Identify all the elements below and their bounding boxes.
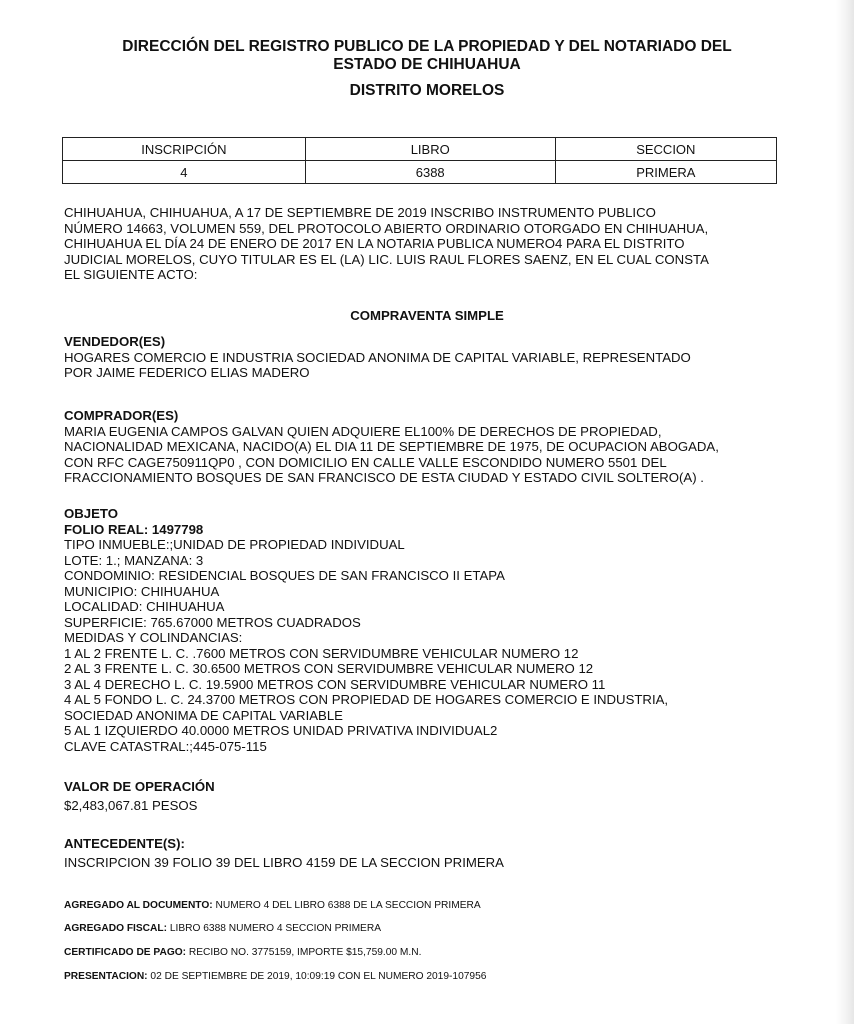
object-line: SUPERFICIE: 765.67000 METROS CUADRADOS	[64, 614, 361, 630]
intro-line: CHIHUAHUA EL DÍA 24 DE ENERO DE 2017 EN LA NOTARIA PUBLICA NUMERO4 PARA EL DISTRITO	[64, 236, 685, 251]
operation-value-heading: VALOR DE OPERACIÓN	[64, 779, 215, 794]
operation-value-amount: $2,483,067.81 PESOS	[64, 798, 198, 813]
object-line: CONDOMINIO: RESIDENCIAL BOSQUES DE SAN FRANCISCO II ETAPA	[64, 568, 505, 583]
footer-note	[64, 946, 784, 959]
operation-value-section	[64, 777, 784, 815]
buyer-heading: COMPRADOR(ES)	[64, 408, 179, 423]
seller-heading: VENDEDOR(ES)	[64, 334, 166, 349]
footer-note-value: LIBRO 6388 NUMERO 4 SECCION PRIMERA	[167, 923, 382, 934]
object-line: MEDIDAS Y COLINDANCIAS:	[64, 630, 243, 645]
buyer-line: CON RFC CAGE750911QP0 , CON DOMICILIO EN CALLE VALLE ESCONDIDO NUMERO 5501 DEL	[64, 454, 667, 470]
intro-line: CHIHUAHUA, CHIHUAHUA, A 17 DE SEPTIEMBRE DE 2019 INSCRIBO INSTRUMENTO PUBLICO	[64, 205, 656, 220]
footer-note	[64, 922, 784, 935]
intro-line: JUDICIAL MORELOS, CUYO TITULAR ES EL (LA) LIC. LUIS RAUL FLORES SAENZ, EN EL CUAL CONSTA	[64, 251, 709, 267]
object-line: MUNICIPIO: CHIHUAHUA	[64, 583, 220, 599]
antecedents-section	[64, 834, 784, 872]
buyer-line: MARIA EUGENIA CAMPOS GALVAN QUIEN ADQUIERE EL100% DE DERECHOS DE PROPIEDAD,	[64, 423, 662, 439]
footer-note-value: 02 DE SEPTIEMBRE DE 2019, 10:09:19 CON EL NUMERO 2019-107956	[147, 971, 487, 982]
footer-note	[64, 970, 784, 983]
header-libro: LIBRO	[305, 138, 555, 161]
value-inscripcion: 4	[63, 161, 306, 184]
header-inscripcion: INSCRIPCIÓN	[63, 138, 306, 161]
antecedents-value: INSCRIPCION 39 FOLIO 39 DEL LIBRO 4159 DE LA SECCION PRIMERA	[64, 855, 504, 870]
object-line: 1 AL 2 FRENTE L. C. .7600 METROS CON SERVIDUMBRE VEHICULAR NUMERO 12	[64, 645, 579, 661]
object-line: 3 AL 4 DERECHO L. C. 19.5900 METROS CON SERVIDUMBRE VEHICULAR NUMERO 11	[64, 676, 606, 692]
object-line: SOCIEDAD ANONIMA DE CAPITAL VARIABLE	[64, 707, 343, 723]
buyer-line: NACIONALIDAD MEXICANA, NACIDO(A) EL DIA 11 DE SEPTIEMBRE DE 1975, DE OCUPACION ABOGADA,	[64, 439, 719, 454]
footer-note	[64, 899, 784, 912]
folio-real: FOLIO REAL: 1497798	[64, 521, 204, 537]
intro-paragraph	[64, 205, 784, 283]
footer-note-label: PRESENTACION:	[64, 971, 148, 982]
seller-section	[64, 334, 784, 381]
object-line: 4 AL 5 FONDO L. C. 24.3700 METROS CON PROPIEDAD DE HOGARES COMERCIO E INDUSTRIA,	[64, 692, 669, 707]
object-line: 5 AL 1 IZQUIERDO 40.0000 METROS UNIDAD PRIVATIVA INDIVIDUAL2	[64, 723, 498, 738]
intro-line: EL SIGUIENTE ACTO:	[64, 267, 198, 282]
header-seccion: SECCION	[555, 138, 776, 161]
object-line: 2 AL 3 FRENTE L. C. 30.6500 METROS CON SERVIDUMBRE VEHICULAR NUMERO 12	[64, 661, 594, 676]
object-line: CLAVE CATASTRAL:;445-075-115	[64, 738, 267, 754]
antecedents-heading: ANTECEDENTE(S):	[64, 836, 185, 851]
buyer-section	[64, 408, 784, 486]
document-title	[60, 38, 794, 74]
registry-table	[62, 137, 777, 184]
seller-line: POR JAIME FEDERICO ELIAS MADERO	[64, 365, 310, 380]
footer-note-label: AGREGADO AL DOCUMENTO:	[64, 900, 213, 911]
registry-table-header-row	[63, 138, 777, 161]
value-libro: 6388	[305, 161, 555, 184]
footer-note-label: CERTIFICADO DE PAGO:	[64, 947, 187, 958]
object-line: LOCALIDAD: CHIHUAHUA	[64, 599, 225, 614]
buyer-line: FRACCIONAMIENTO BOSQUES DE SAN FRANCISCO DE ESTA CIUDAD Y ESTADO CIVIL SOLTERO(A) .	[64, 470, 704, 485]
footer-note-label: AGREGADO FISCAL:	[64, 923, 168, 934]
registry-table-value-row	[63, 161, 777, 184]
footer-note-value: NUMERO 4 DEL LIBRO 6388 DE LA SECCION PRIMERA	[212, 900, 481, 911]
seller-line: HOGARES COMERCIO E INDUSTRIA SOCIEDAD ANONIMA DE CAPITAL VARIABLE, REPRESENTADO	[64, 349, 691, 365]
act-title: COMPRAVENTA SIMPLE	[350, 308, 504, 323]
page-edge-shadow	[836, 0, 854, 1024]
object-line: LOTE: 1.; MANZANA: 3	[64, 552, 204, 568]
district-title: DISTRITO MORELOS	[349, 82, 505, 99]
object-line: TIPO INMUEBLE:;UNIDAD DE PROPIEDAD INDIVIDUAL	[64, 537, 405, 552]
title-line-1: DIRECCIÓN DEL REGISTRO PUBLICO DE LA PROPIEDAD Y DEL NOTARIADO DEL	[122, 38, 732, 55]
value-seccion: PRIMERA	[555, 161, 776, 184]
footer-note-value: RECIBO NO. 3775159, IMPORTE $15,759.00 M.N.	[186, 947, 422, 958]
object-heading: OBJETO	[64, 506, 118, 521]
intro-line: NÚMERO 14663, VOLUMEN 559, DEL PROTOCOLO ABIERTO ORDINARIO OTORGADO EN CHIHUAHUA,	[64, 220, 709, 236]
title-line-2: ESTADO DE CHIHUAHUA	[333, 56, 521, 73]
object-section	[64, 506, 784, 754]
